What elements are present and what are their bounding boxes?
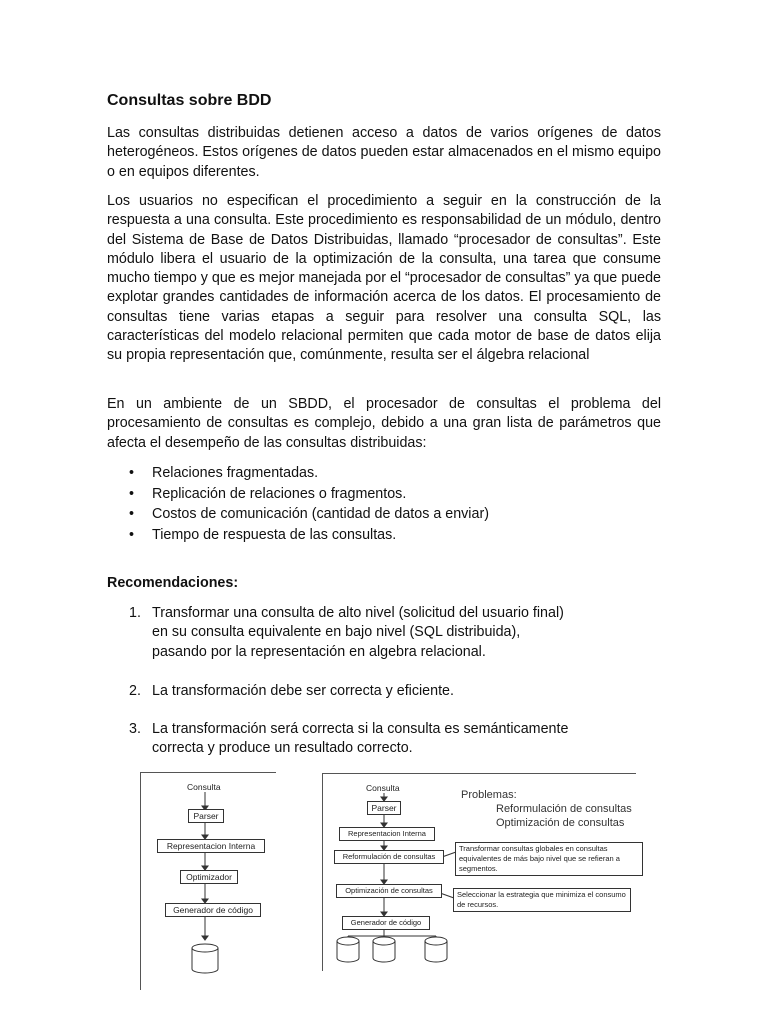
query-pipeline-diagram xyxy=(140,772,276,990)
paragraph-intro: Las consultas distribuidas detienen acceso a datos de varios orígenes de datos heterogéneos. Estos orígenes de datos pueden estar almacenados en el mismo equipo o en equipos diferentes. xyxy=(107,125,661,180)
section-title: Consultas sobre BDD xyxy=(107,92,272,109)
list-item: • Replicación de relaciones o fragmentos. xyxy=(107,484,661,505)
diagram-box: Optimización de consultas xyxy=(336,884,442,898)
problems-title: Problemas: xyxy=(461,789,517,801)
problem-item: Reformulación de consultas xyxy=(496,803,632,815)
list-item: • Costos de comunicación (cantidad de datos a enviar) xyxy=(107,504,661,525)
recommendation-item xyxy=(107,720,661,760)
diagram-box: Reformulación de consultas xyxy=(334,850,444,864)
diagram-box: Parser xyxy=(188,809,224,823)
list-item: • Tiempo de respuesta de las consultas. xyxy=(107,525,661,546)
diagram-note: Seleccionar la estrategia que minimiza el consumo de recursos. xyxy=(453,888,631,912)
diagram-box: Generador de código xyxy=(342,916,430,930)
problem-item: Optimización de consultas xyxy=(496,817,625,829)
query-processing-diagram xyxy=(322,773,636,971)
database-icon xyxy=(425,937,447,962)
diagram-label: Consulta xyxy=(187,782,221,792)
paragraph-processor: Los usuarios no especifican el procedimiento a seguir en la construcción de la respuesta a una consulta. Este procedimiento es responsabilidad de un módulo, dentro del Sistema de Base de Datos Distribuidas, llamado “procesador de consultas”. Este módulo libera el usuario de la optimización de la consulta, una tarea que consume mucho tiempo y que es mejor manejada por el “procesador de consultas” ya que puede explotar grandes cantidades de información acerca de los datos. El procesamiento de consultas tiene varias etapas a seguir para resolver una consulta SQL, las características del modelo relacional permiten que cada motor de base de datos elija su propia representación que, comúnmente, resulta ser el álgebra relacional xyxy=(107,193,661,364)
recommendation-item xyxy=(107,604,661,664)
diagram-box: Representacion Interna xyxy=(157,839,265,853)
recommendations-heading: Recomendaciones: xyxy=(107,575,239,591)
diagram-box: Representacion Interna xyxy=(339,827,435,841)
diagram-box: Parser xyxy=(367,801,401,815)
recommendation-number: 2. xyxy=(129,683,141,699)
database-icon xyxy=(373,937,395,962)
recommendation-number: 1. xyxy=(129,605,141,621)
database-icon xyxy=(337,937,359,962)
database-icon xyxy=(192,944,218,973)
recommendation-text: La transformación será correcta si la consulta es semánticamente correcta y produce un resultado correcto. xyxy=(152,721,569,757)
parameter-list xyxy=(107,463,661,545)
recommendation-text: La transformación debe ser correcta y eficiente. xyxy=(152,683,454,699)
diagram-box: Optimizador xyxy=(180,870,238,884)
diagram-label: Consulta xyxy=(366,783,400,793)
recommendation-item xyxy=(107,682,661,702)
recommendation-text: Transformar una consulta de alto nivel (solicitud del usuario final) en su consulta equivalente en bajo nivel (SQL distribuida), pasando por la representación en algebra relacional. xyxy=(152,605,564,660)
list-item: • Relaciones fragmentadas. xyxy=(107,463,661,484)
recommendation-number: 3. xyxy=(129,721,141,737)
paragraph-sbdd: En un ambiente de un SBDD, el procesador de consultas el problema del procesamiento de consultas es complejo, debido a una gran lista de parámetros que afecta el desempeño de las consultas distribuidas: xyxy=(107,396,661,451)
diagram-box: Generador de código xyxy=(165,903,261,917)
diagram-note: Transformar consultas globales en consultas equivalentes de más bajo nivel que se refieran a segmentos. xyxy=(455,842,643,876)
